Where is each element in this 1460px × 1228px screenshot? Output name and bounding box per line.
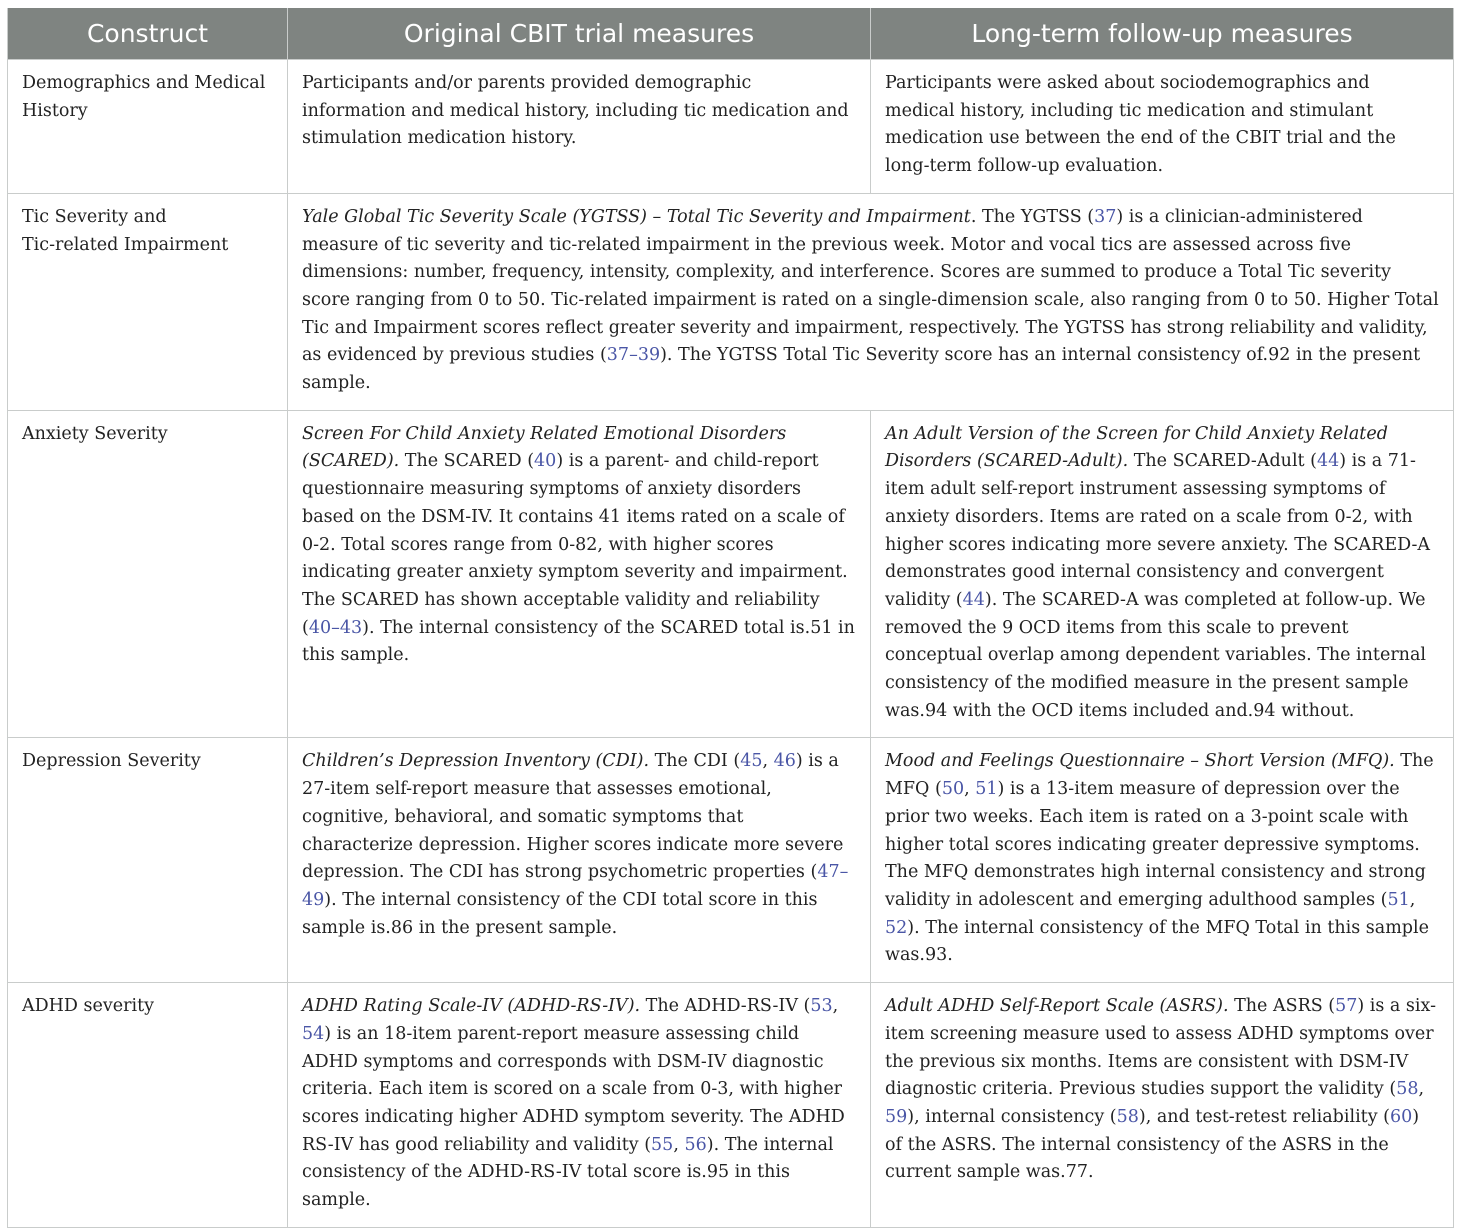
- measure-text: ). The SCARED-A was completed at follow-up. We removed the 9 OCD items from this scale to prevent conceptual overlap among dependent variables. The internal consistency of the modified measure in the present sample was.94 with the OCD items included and.94 without.: [885, 589, 1426, 721]
- construct-cell: Demographics and Medical History: [8, 60, 288, 194]
- measure-title: Screen For Child Anxiety Related Emotional Disorders (SCARED).: [302, 423, 787, 472]
- measure-text: ) is a 13-item measure of depression over the prior two weeks. Each item is rated on a 3-point scale with higher total scores indicating greater depressive symptoms. The MFQ demonstrates high internal consistency and strong validity in adolescent and emerging adulthood samples (: [885, 779, 1426, 910]
- citation-link[interactable]: 51: [975, 779, 998, 800]
- citation-link[interactable]: 54: [302, 1023, 325, 1044]
- measure-title: Children’s Depression Inventory (CDI).: [302, 751, 650, 772]
- original-cell: [288, 738, 871, 983]
- citation-link[interactable]: 52: [885, 917, 908, 938]
- measure-title: Yale Global Tic Severity Scale (YGTSS) – Total Tic Severity and Impairment: [302, 206, 971, 227]
- measure-text: The MFQ (: [885, 751, 1434, 800]
- citation-link[interactable]: 44: [962, 589, 985, 610]
- measure-text: ,: [1418, 1079, 1425, 1100]
- original-cell: Participants and/or parents provided demographic information and medical history, including tic medication and stimulation medication history.: [288, 60, 871, 194]
- measure-text: ). The internal consistency of the SCARED total is.51 in this sample.: [302, 617, 855, 666]
- measure-text: ,: [673, 1134, 685, 1155]
- original-cell: [288, 410, 871, 738]
- followup-cell: Participants were asked about sociodemographics and medical history, including tic medication and stimulant medication use between the end of the CBIT trial and the long-term follow-up evaluation.: [871, 60, 1454, 194]
- measure-text: . The YGTSS (: [970, 206, 1095, 227]
- citation-link[interactable]: 47–49: [302, 862, 849, 910]
- followup-cell: [871, 983, 1454, 1228]
- citation-link[interactable]: 55: [651, 1134, 674, 1155]
- measure-title: An Adult Version of the Screen for Child Anxiety Related Disorders (SCARED-Adult).: [885, 423, 1388, 472]
- construct-cell: Depression Severity: [8, 738, 288, 983]
- measure-text: ) is a 71-item adult self-report instrument assessing symptoms of anxiety disorders. Items are rated on a scale from 0-2, with higher scores indicating more severe anxiety. The SCARED-A demonstrates good internal consistency and convergent validity (: [885, 451, 1431, 610]
- citation-link[interactable]: 40: [534, 451, 557, 472]
- measure-text: The ASRS (: [1228, 996, 1336, 1017]
- citation-link[interactable]: 59: [885, 1106, 908, 1127]
- header-construct: Construct: [8, 8, 288, 60]
- citation-link[interactable]: 53: [810, 996, 833, 1017]
- citation-link[interactable]: 57: [1335, 996, 1358, 1017]
- citation-link[interactable]: 37: [1094, 206, 1117, 227]
- measure-text: ), and test-retest reliability (: [1138, 1106, 1390, 1127]
- measure-text: The SCARED (: [399, 451, 535, 472]
- measure-text: ) is a 27-item self-report measure that assesses emotional, cognitive, behavioral, and somatic symptoms that characterize depression. Higher scores indicate more severe depression. The CDI has strong psychometric properties (: [302, 751, 844, 883]
- combined-measure-cell: [288, 193, 1454, 410]
- header-original: Original CBIT trial measures: [288, 8, 871, 60]
- citation-link[interactable]: 51: [1387, 889, 1410, 910]
- measure-text: ) is a parent- and child-report questionnaire measuring symptoms of anxiety disorders based on the DSM-IV. It contains 41 items rated on a scale of 0-2. Total scores range from 0-82, with higher scores indicating greater anxiety symptom severity and impairment. The SCARED has shown acceptable validity and reliability (: [302, 451, 848, 638]
- construct-line: Tic-related Impairment: [22, 234, 229, 255]
- measures-table: [7, 8, 1454, 1228]
- measure-text: ) is a clinician-administered measure of tic severity and tic-related impairment in the previous week. Motor and vocal tics are assessed across five dimensions: number, frequency, intensity, complexity, and interference. Scores are summed to produce a Total Tic severity score ranging from 0 to 50. Tic-related impairment is rated on a single-dimension scale, also ranging from 0 to 50. Higher Total Tic and Impairment scores reflect greater severity and impairment, respectively. The YGTSS has strong reliability and validity, as evidenced by previous studies (: [302, 206, 1439, 366]
- measure-text: The ADHD-RS-IV (: [640, 996, 811, 1017]
- table-row: [8, 983, 1454, 1228]
- citation-link[interactable]: 50: [941, 779, 965, 800]
- measure-title: ADHD Rating Scale-IV (ADHD-RS-IV).: [302, 996, 641, 1017]
- construct-cell: ADHD severity: [8, 983, 288, 1228]
- citation-link[interactable]: 45: [740, 751, 763, 772]
- measure-text: ) is a six-item screening measure used to assess ADHD symptoms over the previous six months. Items are consistent with DSM-IV diagnostic criteria. Previous studies support the validity (: [885, 996, 1436, 1100]
- followup-cell: [871, 738, 1454, 983]
- construct-cell: Anxiety Severity: [8, 410, 288, 738]
- measure-text: ). The YGTSS Total Tic Severity score has an internal consistency of.92 in the present sample.: [302, 345, 1421, 394]
- citation-link[interactable]: 56: [684, 1134, 707, 1155]
- measure-text: ), internal consistency (: [907, 1106, 1117, 1127]
- measure-text: ,: [762, 751, 774, 772]
- measure-text: ) is an 18-item parent-report measure assessing child ADHD symptoms and corresponds with DSM-IV diagnostic criteria. Each item is scored on a scale from 0-3, with higher scores indicating higher ADHD symptom severity. The ADHD RS-IV has good reliability and validity (: [302, 1023, 845, 1155]
- followup-cell: [871, 410, 1454, 738]
- construct-cell: [8, 193, 288, 410]
- header-followup: Long-term follow-up measures: [871, 8, 1454, 60]
- measure-title: Mood and Feelings Questionnaire – Short Version (MFQ).: [885, 751, 1395, 772]
- measure-text: ) of the ASRS. The internal consistency of the ASRS in the current sample was.77.: [885, 1106, 1420, 1183]
- citation-link[interactable]: 58: [1396, 1079, 1419, 1100]
- measure-text: The CDI (: [649, 751, 741, 772]
- citation-link[interactable]: 37–39: [606, 345, 661, 366]
- table-row: [8, 193, 1454, 410]
- table-row: [8, 738, 1454, 983]
- citation-link[interactable]: 60: [1389, 1106, 1413, 1127]
- citation-link[interactable]: 46: [773, 751, 796, 772]
- citation-link[interactable]: 58: [1116, 1106, 1139, 1127]
- measure-text: ,: [832, 996, 839, 1017]
- table-row: [8, 410, 1454, 738]
- header-row: [8, 8, 1454, 60]
- measure-text: ). The internal consistency of the CDI total score in this sample is.86 in the present sample.: [302, 889, 818, 938]
- table-row: [8, 60, 1454, 194]
- measure-title: Adult ADHD Self-Report Scale (ASRS).: [885, 996, 1229, 1017]
- measure-text: ). The internal consistency of the MFQ Total in this sample was.93.: [885, 917, 1429, 966]
- citation-link[interactable]: 44: [1316, 451, 1340, 472]
- measure-text: ). The internal consistency of the ADHD-RS-IV total score is.95 in this sample.: [302, 1134, 834, 1211]
- citation-link[interactable]: 40–43: [308, 617, 363, 638]
- measure-text: The SCARED-Adult (: [1128, 451, 1317, 472]
- construct-line: Tic Severity and: [22, 206, 167, 227]
- measure-text: ,: [964, 779, 976, 800]
- measure-text: ,: [1409, 889, 1416, 910]
- original-cell: [288, 983, 871, 1228]
